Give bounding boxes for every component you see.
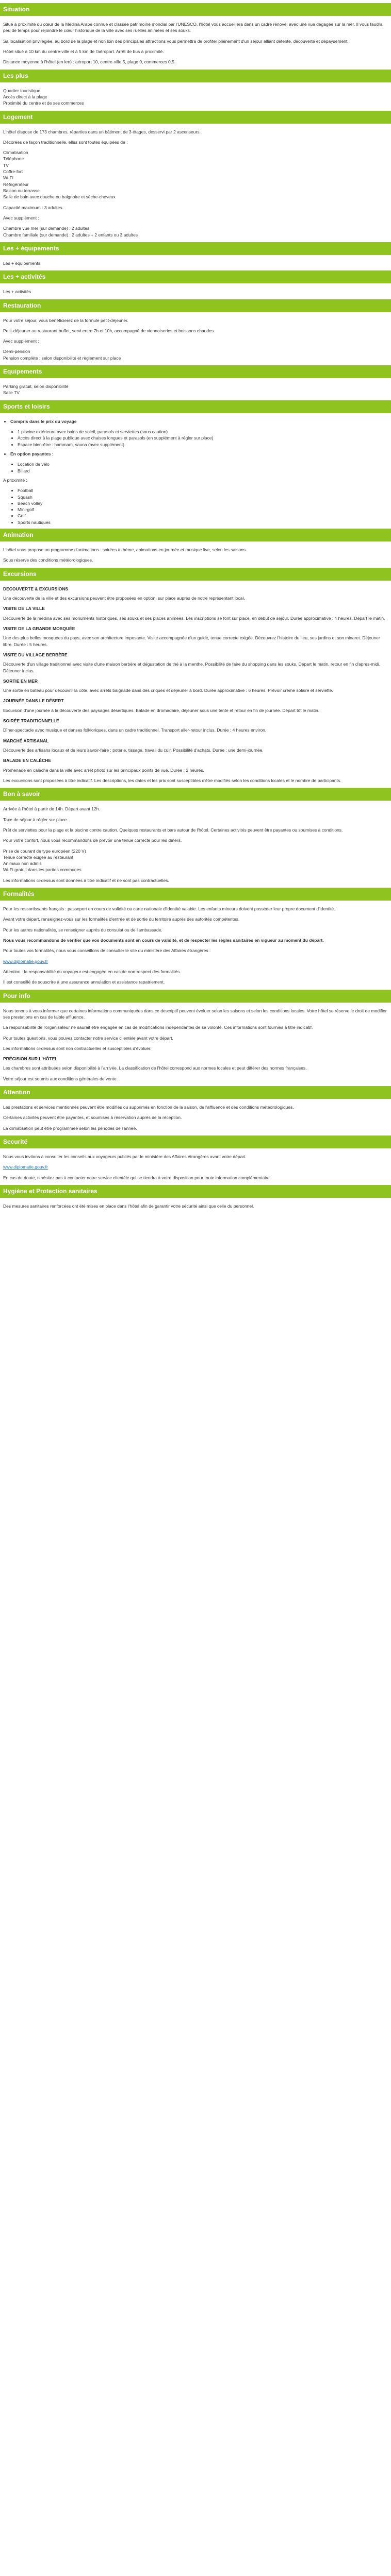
sports-payant-heading	[10, 451, 388, 457]
excursion-name: BALADE EN CALÈCHE	[3, 758, 52, 764]
situation-text-1: Situé à proximité du cœur de la Médina Arabe connue et classée patrimoine mondial par l'UNESCO, l'hôtel vous accueillera dans un cadre rénové, avec une vue dégagée sur la mer. Il vous faudra peu de temps pour rejoindre le cœur historique de la ville avec ses ruelles animées et ses souks.	[3, 22, 383, 33]
section-header-situation: Situation	[0, 3, 391, 16]
list-item: • Accès direct à la plage publique avec chaises longues et parasols (en supplément à régler sur place)	[18, 435, 388, 441]
securite-text-1: Nous vous invitons à consulter les conseils aux voyageurs publiés par le ministère des Affaires étrangères avant votre départ.	[3, 1154, 247, 1159]
list-item: Coffre-fort	[3, 169, 23, 175]
list-item: Chambre familiale (sur demande) : 2 adultes + 2 enfants ou 3 adultes	[3, 232, 138, 238]
section-header-excursions: Excursions	[0, 568, 391, 581]
list-item: Chambre vue mer (sur demande) : 2 adultes	[3, 226, 90, 231]
section-header-pour-info: Pour info	[0, 990, 391, 1003]
list-item: • 1 piscine extérieure avec bains de soleil, parasols et serviettes (sous caution)	[18, 429, 388, 435]
excursion-desc: Découverte d'un village traditionnel avec visite d'une maison berbère et dégustation de thé à la menthe. Possibilité de faire du shopping dans les souks. Départ le matin, retour en fin d'après-midi. Déjeuner inclus.	[3, 662, 381, 673]
excursion-name: VISITE DU VILLAGE BERBÈRE	[3, 652, 68, 657]
section-header-logement: Logement	[0, 111, 391, 124]
excursion-name: MARCHÉ ARTISANAL	[3, 738, 49, 743]
situation-text-4: Distance moyenne à l'hôtel (en km) : aéroport 10, centre-ville 5, plage 0, commerces 0,5.	[3, 59, 176, 65]
list-item: Accès direct à la plage	[3, 94, 47, 99]
list-item: Animaux non admis	[3, 861, 42, 867]
formalites-text-5: Attention : la responsabilité du voyageur est engagée en cas de non-respect des formalités.	[3, 969, 181, 974]
excursion-name: VISITE DE LA GRANDE MOSQUÉE	[3, 625, 75, 631]
list-item: • Football	[18, 487, 388, 494]
bon-savoir-text-3: Prêt de serviettes pour la plage et la piscine contre caution. Quelques restaurants et bars autour de l'hôtel. Certaines activités peuvent être payantes ou soumises à conditions.	[3, 827, 343, 833]
list-item: • Location de vélo	[18, 461, 388, 467]
attention-item: La climatisation peut être programmée selon les périodes de l'année.	[3, 1125, 137, 1131]
logement-types-title: Avec supplément :	[3, 215, 39, 221]
formalites-text-3: Pour les autres nationalités, se renseigner auprès du consulat ou de l'ambassade.	[3, 927, 162, 933]
excursion-desc: Dîner-spectacle avec musique et danses folkloriques, dans un cadre traditionnel. Transport aller-retour inclus. Durée : 4 heures environ.	[3, 727, 267, 733]
attention-item: Les prestations et services mentionnés peuvent être modifiés ou supprimés en fonction de la saison, de l'affluence et des conditions météorologiques.	[3, 1105, 294, 1110]
list-item: Pension complète : selon disponibilité et règlement sur place	[3, 355, 121, 361]
list-item: Demi-pension	[3, 349, 30, 354]
sports-proximity-label: A proximité :	[3, 477, 27, 483]
section-header-les-plus: Les plus	[0, 70, 391, 82]
list-item: Réfrigérateur	[3, 181, 29, 187]
logement-equipment-list	[3, 149, 388, 200]
pour-info-subtitle: PRÉCISION SUR L'HÔTEL	[3, 1056, 58, 1062]
pour-info-text-1: Nous tenons à vous informer que certaines informations communiquées dans ce descriptif peuvent évoluer selon les saisons et selon les conditions locales. Votre hôtel se réserve le droit de modifier ses prestations en cas de faible affluence.	[3, 1008, 387, 1020]
sports-proximity-list	[18, 487, 388, 526]
pour-info-text-3: Pour toutes questions, vous pouvez contacter notre service clientèle avant votre départ.	[3, 1035, 173, 1041]
list-item: Climatisation	[3, 150, 28, 156]
diplomatie-link[interactable]: www.diplomatie.gouv.fr	[3, 958, 48, 964]
restauration-text-2: Petit-déjeuner au restaurant buffet, servi entre 7h et 10h, accompagné de viennoiseries et boissons chaudes.	[3, 328, 215, 333]
logement-capacity: Capacité maximum : 3 adultes.	[3, 205, 63, 210]
formalites-text-2: Avant votre départ, renseignez-vous sur les formalités d'entrée et de sortie du territoire auprès des autorités compétentes.	[3, 917, 240, 922]
formalites-text-4: Pour toutes vos formalités, nous vous conseillons de consulter le site du ministère des Affaires étrangères :	[3, 948, 211, 954]
section-header-hygiene: Hygiène et Protection sanitaires	[0, 1185, 391, 1198]
excursion-name: SORTIE EN MER	[3, 678, 38, 684]
restauration-text-3: Avec supplément :	[3, 338, 39, 344]
animation-text-1: L'hôtel vous propose un programme d'animations : soirées à thème, animations en journée et musique live, selon les saisons.	[3, 547, 247, 553]
pour-info-text-2: La responsabilité de l'organisateur ne saurait être engagée en cas de modifications indépendantes de sa volonté. Ces informations sont fournies à titre indicatif.	[3, 1025, 313, 1030]
formalites-warning: Nous vous recommandons de vérifier que vos documents sont en cours de validité, et de respecter les règles sanitaires en vigueur au moment du départ.	[3, 938, 324, 943]
list-item: • Sports nautiques	[18, 519, 388, 526]
situation-text-2: Sa localisation privilégiée, au bord de la plage et non loin des principales attractions vous permettra de profiter pleinement d'un séjour alliant détente, découverte et dépaysement.	[3, 38, 349, 44]
bon-savoir-text-5: Les informations ci-dessus sont données à titre indicatif et ne sont pas contractuelles.	[3, 877, 169, 883]
les-plus-list	[3, 88, 388, 107]
logement-text-1: L'hôtel dispose de 173 chambres, réparties dans un bâtiment de 3 étages, desservi par 2 ascenseurs.	[3, 129, 201, 134]
equipements-list	[3, 383, 388, 396]
excursions-intro: Une découverte de la ville et des excursions peuvent être proposées en option, sur place auprès de notre représentant local.	[3, 596, 245, 601]
attention-item: Certaines activités peuvent être payantes, et soumises à réservation auprès de la réception.	[3, 1115, 182, 1121]
formalites-text-1: Pour les ressortissants français : passeport en cours de validité ou carte nationale d'identité valable. Les enfants mineurs doivent posséder leur propre document d'identité.	[3, 906, 335, 912]
list-item: Proximité du centre et de ses commerces	[3, 100, 84, 106]
excursion-desc: Une des plus belles mosquées du pays, avec son architecture imposante. Visite accompagnée d'un guide, tenue correcte exigée. Découvrez l'histoire du lieu, ses jardins et son minaret. Déjeuner libre. Durée : 5 heures.	[3, 635, 380, 647]
excursion-name: JOURNÉE DANS LE DÉSERT	[3, 698, 64, 704]
section-header-bon-a-savoir: Bon à savoir	[0, 788, 391, 801]
excursion-name: VISITE DE LA VILLE	[3, 606, 45, 612]
excursion-desc: Découverte de la médina avec ses monuments historiques, ses souks et ses places animées. Les inscriptions se font sur place, en début de séjour. Durée approximative : 4 heures. Départ le matin.	[3, 615, 385, 621]
restauration-list	[3, 348, 388, 361]
list-item: Prise de courant de type européen (220 V)	[3, 848, 86, 854]
section-header-activites: Les + activités	[0, 270, 391, 283]
hygiene-text-1: Des mesures sanitaires renforcées ont été mises en place dans l'hôtel afin de garantir votre sécurité ainsi que celle du personnel.	[3, 1203, 254, 1209]
sports-payant-list	[18, 461, 388, 474]
section-header-restauration: Restauration	[0, 299, 391, 312]
sports-payant-label: • En option payantes :	[10, 451, 388, 457]
list-item: • Beach volley	[18, 500, 388, 506]
list-item: Tenue correcte exigée au restaurant	[3, 854, 74, 860]
list-item: Wi-Fi gratuit dans les parties communes	[3, 867, 82, 873]
list-item: Téléphone	[3, 156, 24, 162]
logement-text-2: Décorées de façon traditionnelle, elles sont toutes équipées de :	[3, 139, 128, 145]
logement-types-list	[3, 225, 388, 238]
section-header-equipements: Les + équipements	[0, 242, 391, 255]
list-item: Salle TV	[3, 390, 20, 396]
excursion-desc: Découverte des artisans locaux et de leurs savoir-faire : poterie, tissage, travail du cuir. Possibilité d'achats. Durée : une demi-journée.	[3, 748, 264, 753]
section-header-formalites: Formalités	[0, 888, 391, 901]
securite-text-2: En cas de doute, n'hésitez pas à contacter notre service clientèle qui se tiendra à votre disposition pour toute information complémentaire.	[3, 1175, 271, 1180]
situation-text-3: Hôtel situé à 10 km du centre-ville et à 5 km de l'aéroport. Arrêt de bus à proximité.	[3, 48, 164, 54]
list-item: Salle de bain avec douche ou baignoire et sèche-cheveux	[3, 194, 116, 200]
list-item: TV	[3, 162, 9, 168]
formalites-text-6: Il est conseillé de souscrire à une assurance annulation et assistance rapatriement.	[3, 979, 165, 985]
bon-savoir-text-4: Pour votre confort, nous vous recommandons de prévoir une tenue correcte pour les dîners.	[3, 838, 182, 843]
section-header-attention: Attention	[0, 1086, 391, 1099]
sports-included-label: • Compris dans le prix du voyage	[10, 418, 388, 425]
list-item: • Squash	[18, 494, 388, 500]
excursion-name: SOIRÉE TRADITIONNELLE	[3, 718, 59, 724]
bon-savoir-text-1: Arrivée à l'hôtel à partir de 14h. Départ avant 12h.	[3, 806, 100, 812]
list-item: • Billard	[18, 468, 388, 474]
activites-text: Les + activités	[3, 289, 31, 295]
equipements-text: Les + équipements	[3, 260, 41, 266]
excursion-desc: Excursion d'une journée à la découverte des paysages désertiques. Balade en dromadaire, déjeuner sous une tente et retour en fin de journée. Départ tôt le matin.	[3, 707, 320, 713]
list-item: Wi-Fi	[3, 175, 13, 181]
excursion-desc: Une sortie en bateau pour découvrir la côte, avec arrêts baignade dans des criques et déjeuner à bord. Durée approximative : 6 heures. Prévoir crème solaire et serviette.	[3, 688, 333, 693]
list-item: Parking gratuit, selon disponibilité	[3, 384, 69, 389]
sports-included-list	[18, 429, 388, 448]
section-header-animation: Animation	[0, 529, 391, 541]
animation-text-2: Sous réserve des conditions météorologiques.	[3, 557, 93, 563]
pour-info-text-4: Les informations ci-dessus sont non contractuelles et susceptibles d'évoluer.	[3, 1045, 152, 1051]
list-item: Balcon ou terrasse	[3, 188, 40, 193]
excursions-title: DECOUVERTE & EXCURSIONS	[3, 586, 69, 591]
list-item: Quartier touristique	[3, 88, 41, 93]
page	[0, 3, 391, 1209]
pour-info-text-6: Les chambres sont attribuées selon disponibilité à l'arrivée. La classification de l'hôtel correspond aux normes locales et peut différer des normes françaises.	[3, 1065, 307, 1071]
sports-included-heading	[10, 418, 388, 425]
pour-info-text-7: Votre séjour est soumis aux conditions générales de vente.	[3, 1076, 118, 1081]
excursion-desc: Promenade en calèche dans la ville avec arrêt photo sur les principaux points de vue. Durée : 2 heures.	[3, 767, 204, 773]
list-item: • Golf	[18, 513, 388, 519]
restauration-text-1: Pour votre séjour, vous bénéficierez de la formule petit-déjeuner.	[3, 317, 128, 323]
list-item: • Mini-golf	[18, 506, 388, 513]
section-header-sports: Sports et loisirs	[0, 400, 391, 413]
securite-link[interactable]: www.diplomatie.gouv.fr	[3, 1164, 48, 1170]
excursions-note: Les excursions sont proposées à titre indicatif. Les descriptions, les dates et les prix sont susceptibles d'être modifiés selon les conditions locales et le nombre de participants.	[3, 777, 341, 783]
bon-savoir-list	[3, 848, 388, 873]
section-header-equipements-general: Equipements	[0, 365, 391, 378]
bon-savoir-text-2: Taxe de séjour à régler sur place.	[3, 817, 68, 822]
list-item: • Espace bien-être : hammam, sauna (avec supplément)	[18, 442, 388, 448]
section-header-securite: Securité	[0, 1136, 391, 1148]
